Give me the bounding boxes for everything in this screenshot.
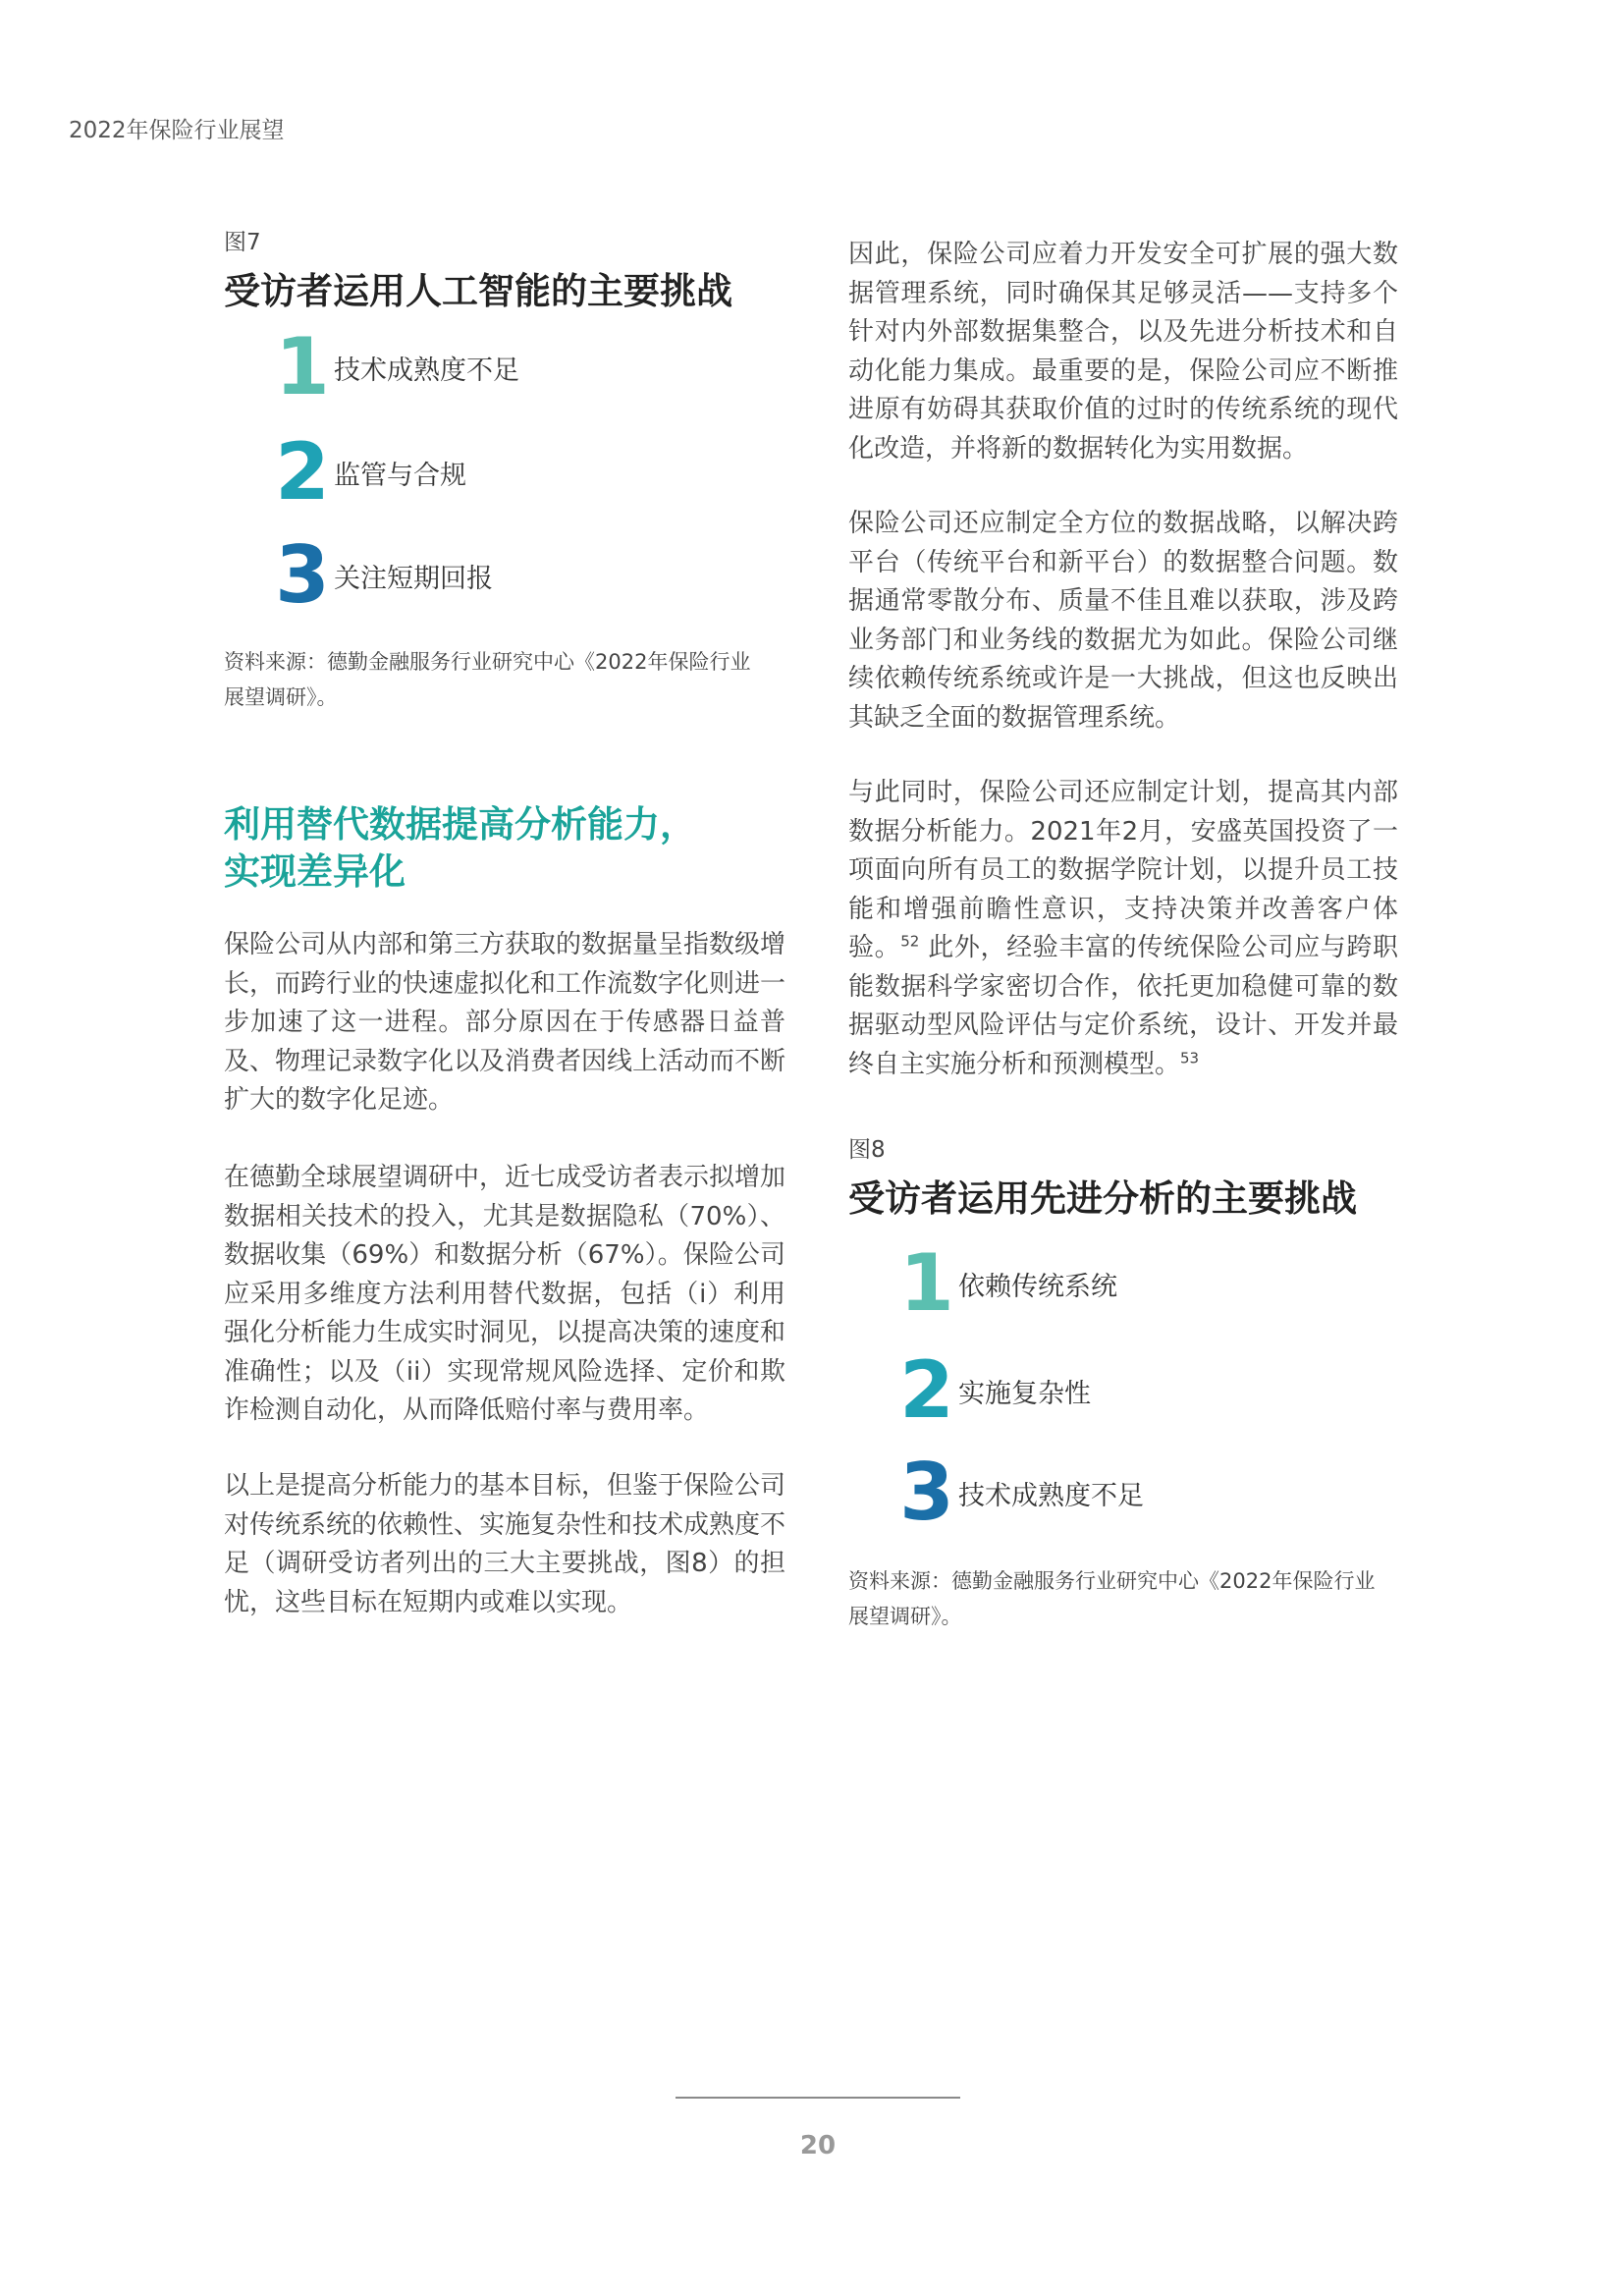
number-two-icon: 2 [899,1344,954,1436]
figure7-item-3-text: 关注短期回报 [334,563,493,594]
number-one-icon: 1 [899,1237,954,1329]
figure8-label: 图8 [848,1137,886,1163]
figure8-title: 受访者运用先进分析的主要挑战 [848,1177,1357,1220]
figure7-title: 受访者运用人工智能的主要挑战 [224,270,732,312]
page-header-title: 2022年保险行业展望 [69,118,285,143]
figure7-item-1 [273,321,519,412]
section-title-line1: 利用替代数据提高分析能力， [224,803,696,846]
figure7-item-3 [273,529,493,621]
figure8-item-2 [897,1344,1091,1436]
figure8-item-2-text: 实施复杂性 [958,1378,1091,1409]
section-title [224,801,696,896]
page-number: 20 [799,2131,837,2160]
figure8-source-line2: 展望调研》。 [848,1605,962,1628]
footer-divider [676,2097,960,2099]
number-two-icon: 2 [275,426,330,518]
number-three-icon: 3 [899,1447,954,1538]
right-paragraph-2: 保险公司还应制定全方位的数据战略，以解决跨平台（传统平台和新平台）的数据整合问题。数据通常零散分布、质量不佳且难以获取，涉及跨业务部门和业务线的数据尤为如此。保险公司继续依赖传统系统或许是一大挑战，但这也反映出其缺乏全面的数据管理系统。 [848,509,1398,733]
figure7-source-line2: 展望调研》。 [224,685,338,709]
footnote-ref-52[interactable]: 52 [900,932,920,951]
figure7-source [224,644,813,715]
figure8-item-3-text: 技术成熟度不足 [958,1480,1144,1511]
figure7-item-2 [273,426,466,518]
left-paragraph-1: 保险公司从内部和第三方获取的数据量呈指数级增长，而跨行业的快速虚拟化和工作流数字化则进一步加速了这一进程。部分原因在于传感器日益普及、物理记录数字化以及消费者因线上活动而不断扩大的数字化足迹。 [224,930,786,1115]
figure8-source-line1: 资料来源：德勤金融服务行业研究中心《2022年保险行业 [848,1569,1376,1593]
number-three-icon: 3 [275,529,330,621]
figure7-item-1-text: 技术成熟度不足 [334,355,519,386]
figure7-source-line1: 资料来源：德勤金融服务行业研究中心《2022年保险行业 [224,650,751,674]
figure8-source [848,1563,1437,1634]
left-paragraph-3: 以上是提高分析能力的基本目标，但鉴于保险公司对传统系统的依赖性、实施复杂性和技术成熟度不足（调研受访者列出的三大主要挑战，图8）的担忧，这些目标在短期内或难以实现。 [224,1471,786,1617]
right-paragraph-1: 因此，保险公司应着力开发安全可扩展的强大数据管理系统，同时确保其足够灵活——支持多个针对内外部数据集整合，以及先进分析技术和自动化能力集成。最重要的是，保险公司应不断推进原有妨碍其获取价值的过时的传统系统的现代化改造，并将新的数据转化为实用数据。 [848,240,1398,464]
left-paragraph-2: 在德勤全球展望调研中，近七成受访者表示拟增加数据相关技术的投入，尤其是数据隐私（70%）、数据收集（69%）和数据分析（67%）。保险公司应采用多维度方法利用替代数据，包括（i）利用强化分析能力生成实时洞见，以提高决策的速度和准确性；以及（ii）实现常规风险选择、定价和欺诈检测自动化，从而降低赔付率与费用率。 [224,1163,786,1425]
figure7-label: 图7 [224,230,261,255]
right-paragraph-3-part-b: 此外，经验丰富的传统保险公司应与跨职能数据科学家密切合作，依托更加稳健可靠的数据驱动型风险评估与定价系统，设计、开发并最终自主实施分析和预测模型。 [848,933,1398,1079]
figure7-item-2-text: 监管与合规 [334,460,466,491]
figure8-item-3 [897,1447,1144,1538]
figure8-item-1 [897,1237,1117,1329]
right-paragraph-3 [848,774,1398,1084]
right-paragraph-3-part-a: 与此同时，保险公司还应制定计划，提高其内部数据分析能力。2021年2月，安盛英国投资了一项面向所有员工的数据学院计划，以提升员工技能和增强前瞻性意识，支持决策并改善客户体验。 [848,778,1398,962]
figure8-item-1-text: 依赖传统系统 [958,1271,1117,1302]
number-one-icon: 1 [275,321,330,412]
section-title-line2: 实现差异化 [224,850,406,893]
footnote-ref-53[interactable]: 53 [1180,1048,1200,1066]
